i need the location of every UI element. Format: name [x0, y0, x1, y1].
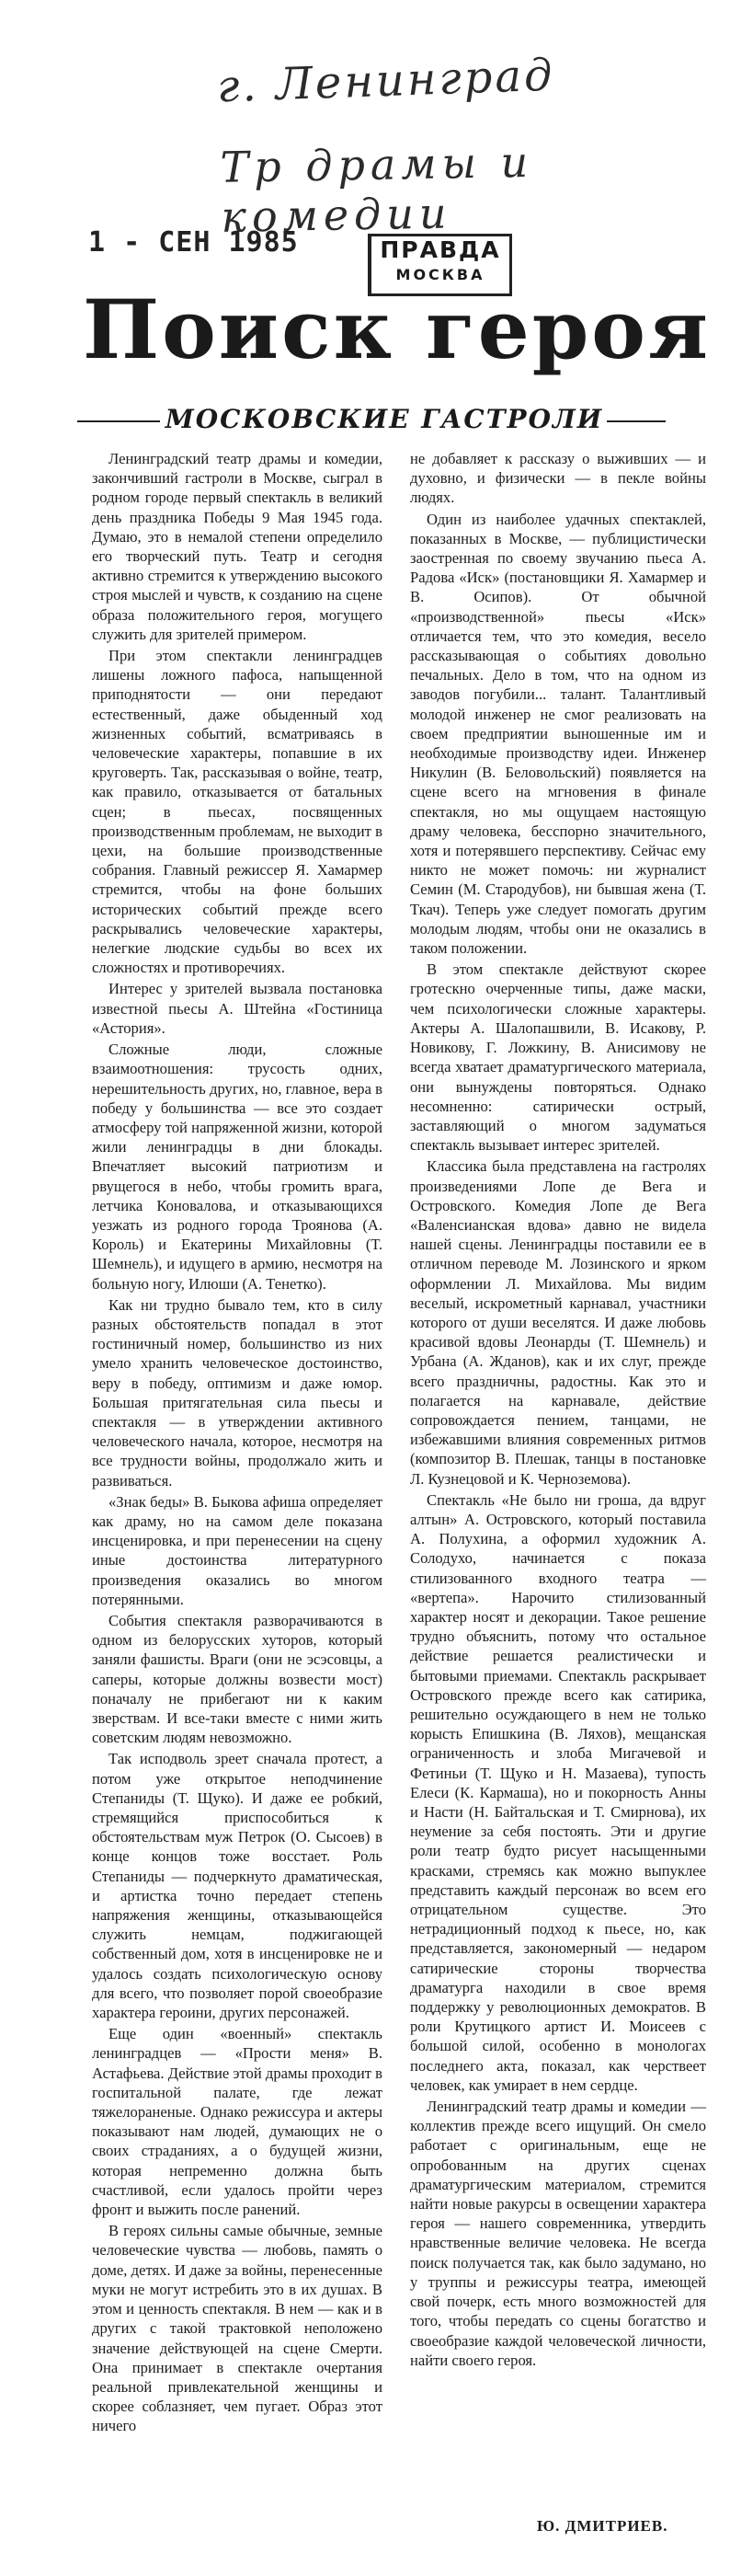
rubric-rule-right	[607, 420, 666, 422]
paragraph: События спектакля разворачиваются в одном из белорусских хуторов, который заняли фашисты. Враги (они не эсэсовцы, а саперы, которые должны возвести мост) поначалу не прибегают ни к каким зверствам. И все-таки вместе с ними жить советским людям невозможно.	[92, 1611, 382, 1747]
date-stamp: 1 - СЕН 1985	[88, 226, 299, 259]
rubric-title: МОСКОВСКИЕ ГАСТРОЛИ	[165, 404, 604, 434]
paragraph: Ленинградский театр драмы и комедии, закончивший гастроли в Москве, сыграл в родном городе первый спектакль в великий день праздника Победы 9 Мая 1945 года. Думаю, это в немалой степени определило его творческий путь. Театр и сегодня активно стремится к утверждению высокого строя мыслей и чувств, к созданию на сцене образа положительного героя, могущего служить для зрителей примером.	[92, 450, 382, 643]
paragraph: Как ни трудно бывало тем, кто в силу разных обстоятельств попадал в этот гостиничный номер, большинство из них умело хранить человеческое достоинство, веру в победу, оптимизм и даже юмор. Большая притягательная сила пьесы и спектакля — в утверждении активного человеческого начала, которое, несмотря на все трудности войны, продолжало жить и развиваться.	[92, 1295, 382, 1489]
article-column-right	[410, 449, 706, 2370]
paragraph: Ленинградский театр драмы и комедии — коллектив прежде всего ищущий. Он смело работает с оригинальным, еще не опробованным на других сценах драматургическим материалом, стремится найти новые ракурсы в освещении характера героя — нашего современника, утвердить нравственные величие человека. Не всегда поиск получается так, как было задумано, но у труппы и режиссуры театра, имеющей свой почерк, есть много возможностей для того, чтобы передать со сцены богатство и своеобразие каждой человеческой личности, найти своего героя.	[410, 2098, 706, 2369]
paragraph: В героях сильны самые обычные, земные человеческие чувства — любовь, память о доме, детях. И даже за войны, перенесенные муки не могут истребить это в их душах. В этом и ценность спектакля. В нем — как и в других с такой трактовкой неположено значение действующей на сцене Смерти. Она принимает в спектакле очертания реальной привлекательной женщины и скорее соблазняет, чем пугает. Образ этот ничего	[92, 2222, 382, 2435]
newspaper-name: ПРАВДА	[380, 236, 501, 263]
handwritten-theatre-note: Тр драмы и комедии	[220, 136, 534, 242]
rubric-bar	[77, 401, 666, 438]
article-author: Ю. ДМИТРИЕВ.	[537, 2517, 668, 2535]
paragraph: Еще один «военный» спектакль ленинградцев — «Прости меня» В. Астафьева. Действие этой драмы проходит в госпитальной палате, где лежат тяжелораненые. Однако режиссура и актеры показывают нам людей, думающих не о своих страданиях, а о будущей жизни, которая непременно должна быть счастливой, если удалось пройти через фронт и выжить после ранений.	[92, 2025, 382, 2219]
article-column-left	[92, 449, 382, 2436]
newspaper-city: МОСКВА	[395, 266, 485, 283]
rubric-rule-left	[77, 420, 160, 422]
paragraph: Один из наиболее удачных спектаклей, показанных в Москве, — публицистически заостренная по своему звучанию пьеса А. Радова «Иск» (постановщики Я. Хамармер и В. Осипов). От обычной «производственной» пьесы «Иск» отличается тем, что это комедия, весело рассказывающая о событиях довольно печальных. Дело в том, что на одном из заводов погубили... талант. Талантливый молодой инженер не смог реализовать на своем предприятии выношенные им и необходимые производству идеи. Инженер Никулин (В. Беловольский) появляется на сцене всего на мгновения в финале спектакля, но мы ощущаем настоящую драму человека, бесспорно значительного, хотя и потерявшего перспективу. Сейчас ему никто не может помочь: ни журналист Семин (М. Стародубов), ни бывшая жена (Т. Ткач). Теперь уже следует помогать другим молодым людям, чтобы они не оказались в таком положении.	[410, 510, 706, 958]
paragraph: не добавляет к рассказу о выживших — и духовно, и физически — в пекле войны людях.	[410, 450, 706, 507]
paragraph: При этом спектакли ленинградцев лишены ложного пафоса, напыщенной приподнятости — они передают естественный, даже обыденный ход жизненных событий, всматриваясь в человеческие характеры, попавшие в их круговерть. Так, рассказывая о войне, театр, как правило, отказывается от батальных сцен; в пьесах, посвященных производственным проблемам, не выходит в цехи, на большие производственные собрания. Главный режиссер Я. Хамармер стремится, чтобы на фоне больших исторических событий прежде всего раскрывались человеческие характеры, нелегкие людские судьбы во всех их сложностях и противоречиях.	[92, 647, 382, 977]
paragraph: «Знак беды» В. Быкова афиша определяет как драму, но на самом деле показана инсценировка, и при перенесении на сцену иные достоинства литературного произведения оказались во многом потерянными.	[92, 1492, 382, 1608]
paragraph: Так исподволь зреет сначала протест, а потом уже открытое неподчинение Степаниды (Т. Щуко). И даже ее робкий, стремящийся приспособиться к обстоятельствам муж Петрок (О. Сысоев) в конце концов тоже восстает. Роль Степаниды — подчеркнуто драматическая, и артистка точно передает степень напряжения женщины, отказывающейся служить немцам, поджигающей собственный дом, хотя в инсценировке не и удалось создать психологическую основу для всего, что позволяет порой своеобразие характера героини, других персонажей.	[92, 1750, 382, 2022]
paragraph: Классика была представлена на гастролях произведениями Лопе де Вега и Островского. Комедия Лопе де Вега «Валенсианская вдова» давно не видела нашей сцены. Ленинградцы поставили ее в отличном переводе М. Лозинского и ярком оформлении Л. Михайлова. Мы видим веселый, искрометный карнавал, участники которого от души веселятся. И даже любовь красивой вдовы Леонарды (Т. Шемнель) и Урбана (А. Жданов), как и их слуг, прежде всего праздничны, радостны. Как это и полагается на карнавале, действие сопровождается пением, танцами, не избежавшими влияния современных ритмов (композитор В. Плешак, танцы в постановке Л. Кузнецовой и К. Черноземова).	[410, 1157, 706, 1488]
paragraph: Интерес у зрителей вызвала постановка известной пьесы А. Штейна «Гостиница «Астория».	[92, 980, 382, 1037]
handwritten-city-note: г. Ленинград	[216, 49, 556, 113]
paragraph: В этом спектакле действуют скорее гротескно очерченные типы, даже маски, чем психологически сложные характеры. Актеры А. Шалопашвили, В. Исакову, Р. Новикову, Г. Ложкину, В. Анисимову не всегда хватает драматургического материала, они вынуждены повторяться. Однако несомненно: сатирически острый, заставляющий о многом задуматься спектакль вызывает интерес зрителей.	[410, 960, 706, 1155]
article-headline: Поиск героя	[83, 282, 711, 377]
paragraph: Сложные люди, сложные взаимоотношения: трусость одних, нерешительность других, но, главное, вера в победу у большинства — все это создает атмосферу той напряженной жизни, которой жили ленинградцы в дни блокады. Впечатляет высокий патриотизм и рвущегося в небо, чтобы громить врага, летчика Коновалова, и отказывающихся уезжать из родного города Троянова (А. Король) и Екатерины Михайловны (Т. Шемнель), и идущего в армию, несмотря на больную ногу, Илюши (А. Тенетко).	[92, 1041, 382, 1293]
paragraph: Спектакль «Не было ни гроша, да вдруг алтын» А. Островского, который поставила А. Полухина, а оформил художник А. Солодухо, начинается с показа стилизованного входного театра — «вертепа». Нарочито стилизованный характер носят и декорации. Такое решение трудно объяснить, потому что остальное действие решается реалистически и бытовыми приемами. Спектакль раскрывает Островского прежде всего как сатирика, решительно осуждающего в нем не только корысть Епишкина (В. Ляхов), мещанская ограниченность и злоба Мигачевой и Фетиньи (Т. Щуко и Н. Мазаева), тупость Елеси (К. Кармаша), но и покорность Анны и Насти (Н. Байтальская и Т. Смирнова), их неумение за себя постоять. Эти и другие роли театр будто рисует насыщенными красками, стремясь как можно выпуклее представить каждый персонаж во всем его отрицательном существе. Это нетрадиционный подход к пьесе, но, как представляется, закономерный — недаром сатирические стороны творчества драматурга находили в свое время поддержку у революционных демократов. В роли Крутицкого артист И. Моисеев с большой силой, особенно в монологах последнего акта, показал, как черствеет человек, как умирает в нем сердце.	[410, 1490, 706, 2094]
